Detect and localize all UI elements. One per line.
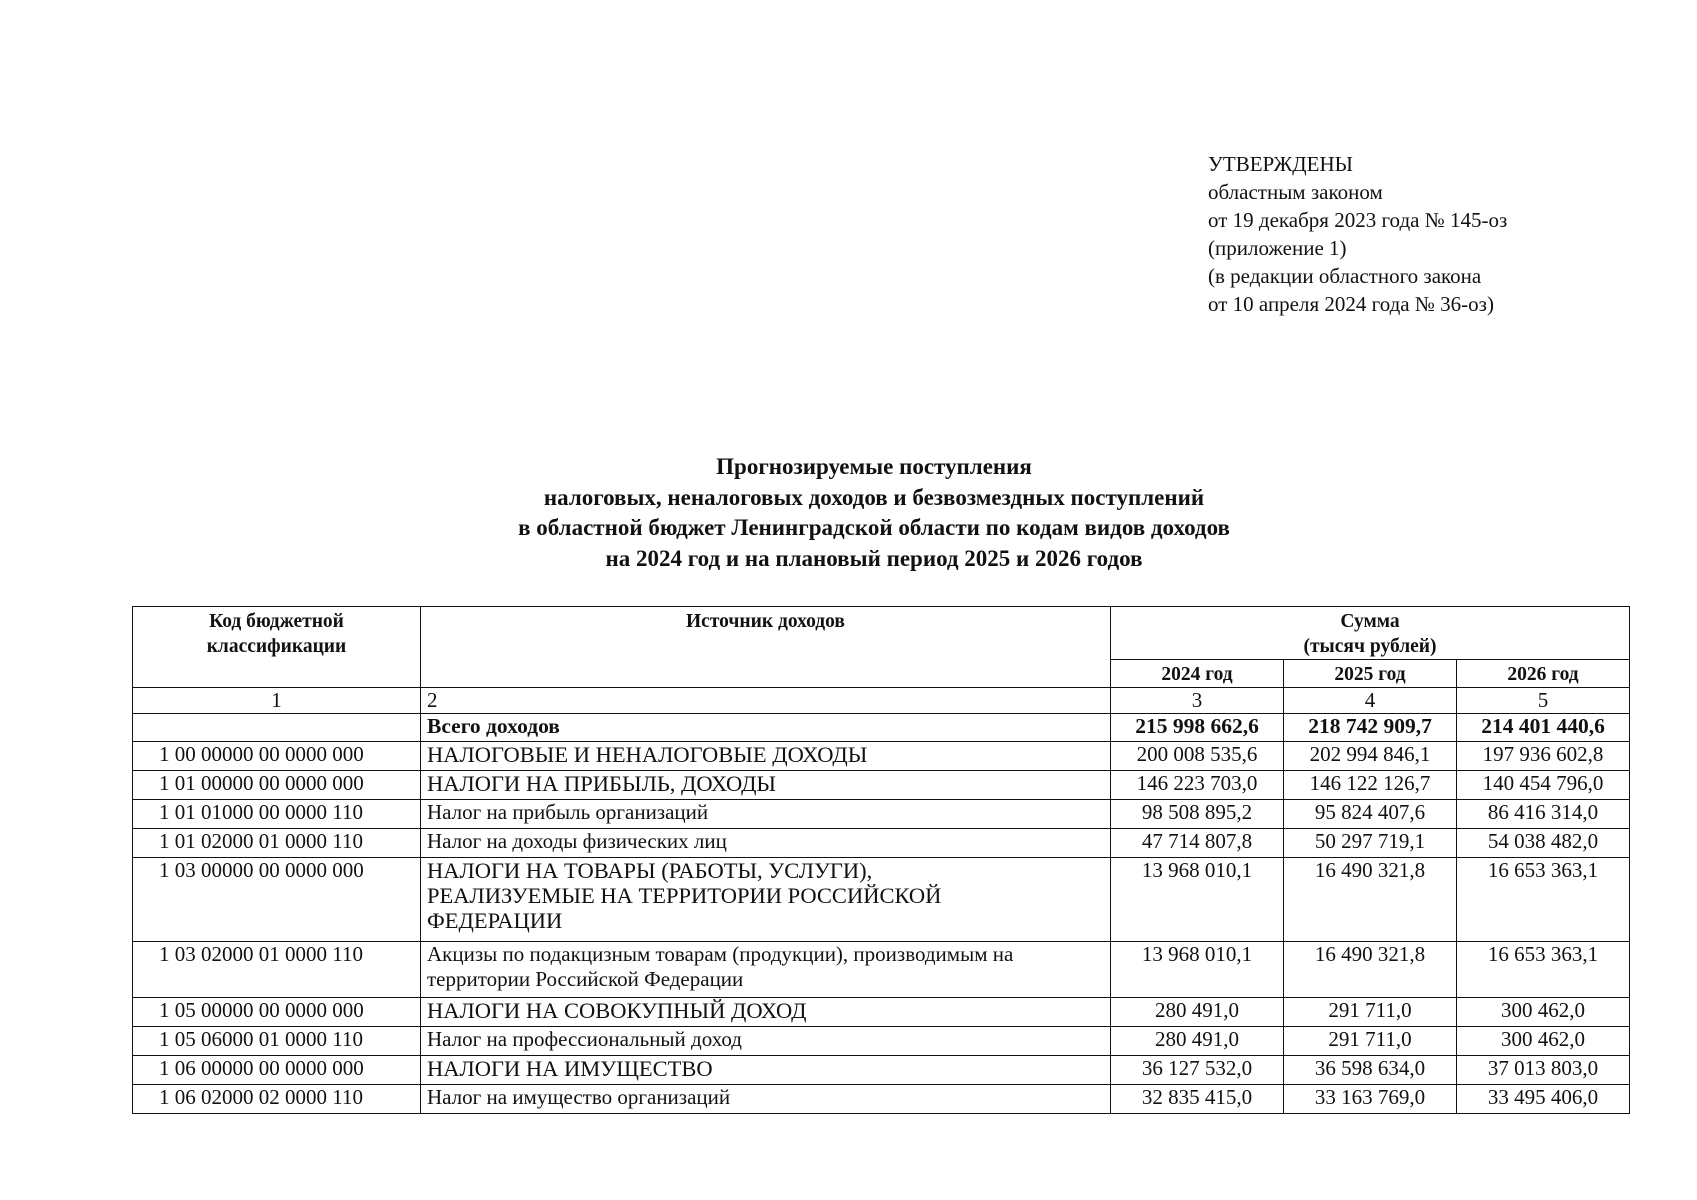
approval-line: (приложение 1) bbox=[1208, 236, 1347, 260]
approval-line: от 19 декабря 2023 года № 145-оз bbox=[1208, 208, 1508, 232]
row-code: 1 05 06000 01 0000 110 bbox=[133, 1027, 421, 1056]
row-name: Налог на имущество организаций bbox=[421, 1085, 1111, 1114]
header-source: Источник доходов bbox=[421, 607, 1111, 688]
row-name: НАЛОГИ НА ПРИБЫЛЬ, ДОХОДЫ bbox=[421, 771, 1111, 800]
approval-line: от 10 апреля 2024 года № 36-оз) bbox=[1208, 292, 1494, 316]
row-value-2025: 50 297 719,1 bbox=[1284, 829, 1457, 858]
row-value-2025: 95 824 407,6 bbox=[1284, 800, 1457, 829]
column-number: 4 bbox=[1284, 688, 1457, 714]
row-value-2026: 197 936 602,8 bbox=[1457, 742, 1630, 771]
table-row bbox=[133, 942, 1630, 998]
title-line: в областной бюджет Ленинградской области по кодам видов доходов bbox=[518, 515, 1230, 540]
revenue-table bbox=[132, 606, 1630, 1114]
row-value-2026: 37 013 803,0 bbox=[1457, 1056, 1630, 1085]
table-row bbox=[133, 829, 1630, 858]
row-name: Налог на профессиональный доход bbox=[421, 1027, 1111, 1056]
row-name: НАЛОГИ НА СОВОКУПНЫЙ ДОХОД bbox=[421, 998, 1111, 1027]
table-row bbox=[133, 998, 1630, 1027]
row-value-2024: 98 508 895,2 bbox=[1111, 800, 1284, 829]
row-value-2024: 32 835 415,0 bbox=[1111, 1085, 1284, 1114]
row-name: Налог на прибыль организаций bbox=[421, 800, 1111, 829]
row-value-2026: 300 462,0 bbox=[1457, 1027, 1630, 1056]
table-row bbox=[133, 771, 1630, 800]
row-value-2024: 13 968 010,1 bbox=[1111, 942, 1284, 998]
row-value-2026: 16 653 363,1 bbox=[1457, 942, 1630, 998]
row-value-2026: 16 653 363,1 bbox=[1457, 858, 1630, 942]
approval-line: областным законом bbox=[1208, 180, 1383, 204]
total-row bbox=[133, 714, 1630, 742]
table-row bbox=[133, 1056, 1630, 1085]
row-code: 1 01 02000 01 0000 110 bbox=[133, 829, 421, 858]
row-value-2025: 33 163 769,0 bbox=[1284, 1085, 1457, 1114]
row-value-2025: 146 122 126,7 bbox=[1284, 771, 1457, 800]
column-number: 1 bbox=[133, 688, 421, 714]
column-number-row bbox=[133, 688, 1630, 714]
row-code: 1 00 00000 00 0000 000 bbox=[133, 742, 421, 771]
approval-line: (в редакции областного закона bbox=[1208, 264, 1482, 288]
header-sum-label: Сумма bbox=[1340, 611, 1400, 632]
header-year-2025: 2025 год bbox=[1284, 660, 1457, 688]
row-value-2024: 200 008 535,6 bbox=[1111, 742, 1284, 771]
row-name: НАЛОГИ НА ТОВАРЫ (РАБОТЫ, УСЛУГИ), РЕАЛИЗУЕМЫЕ НА ТЕРРИТОРИИ РОССИЙСКОЙ ФЕДЕРАЦИИ bbox=[421, 858, 1111, 942]
row-code: 1 06 02000 02 0000 110 bbox=[133, 1085, 421, 1114]
table-row bbox=[133, 1027, 1630, 1056]
table-row bbox=[133, 742, 1630, 771]
total-value-2025: 218 742 909,7 bbox=[1284, 714, 1457, 742]
table-row bbox=[133, 800, 1630, 829]
title-line: Прогнозируемые поступления bbox=[716, 454, 1032, 479]
title-line: налоговых, неналоговых доходов и безвозмездных поступлений bbox=[543, 484, 1205, 510]
row-name: Налог на доходы физических лиц bbox=[421, 829, 1111, 858]
title-line: на 2024 год и на плановый период 2025 и 2026 годов bbox=[605, 545, 1143, 571]
row-code: 1 03 00000 00 0000 000 bbox=[133, 858, 421, 942]
approval-line: УТВЕРЖДЕНЫ bbox=[1208, 152, 1353, 176]
row-value-2024: 280 491,0 bbox=[1111, 998, 1284, 1027]
row-value-2024: 47 714 807,8 bbox=[1111, 829, 1284, 858]
row-value-2024: 13 968 010,1 bbox=[1111, 858, 1284, 942]
total-value-2024: 215 998 662,6 bbox=[1111, 714, 1284, 742]
row-name: Акцизы по подакцизным товарам (продукции), производимым на территории Российской Федерации bbox=[421, 942, 1111, 998]
header-sum-unit: (тысяч рублей) bbox=[1303, 636, 1437, 657]
column-number: 2 bbox=[421, 688, 1111, 714]
row-value-2025: 291 711,0 bbox=[1284, 998, 1457, 1027]
row-name: НАЛОГИ НА ИМУЩЕСТВО bbox=[421, 1056, 1111, 1085]
row-value-2024: 280 491,0 bbox=[1111, 1027, 1284, 1056]
row-value-2025: 36 598 634,0 bbox=[1284, 1056, 1457, 1085]
table-row bbox=[133, 858, 1630, 942]
row-code: 1 01 01000 00 0000 110 bbox=[133, 800, 421, 829]
total-label: Всего доходов bbox=[421, 714, 1111, 742]
row-code: 1 05 00000 00 0000 000 bbox=[133, 998, 421, 1027]
header-year-2024: 2024 год bbox=[1111, 660, 1284, 688]
document-title bbox=[130, 452, 1618, 574]
row-code: 1 06 00000 00 0000 000 bbox=[133, 1056, 421, 1085]
row-name: НАЛОГОВЫЕ И НЕНАЛОГОВЫЕ ДОХОДЫ bbox=[421, 742, 1111, 771]
row-code: 1 03 02000 01 0000 110 bbox=[133, 942, 421, 998]
header-code: Код бюджетной классификации bbox=[133, 607, 421, 688]
row-value-2025: 16 490 321,8 bbox=[1284, 942, 1457, 998]
total-code-cell bbox=[133, 714, 421, 742]
row-value-2026: 86 416 314,0 bbox=[1457, 800, 1630, 829]
row-code: 1 01 00000 00 0000 000 bbox=[133, 771, 421, 800]
column-number: 3 bbox=[1111, 688, 1284, 714]
header-sum bbox=[1111, 607, 1630, 660]
row-value-2025: 202 994 846,1 bbox=[1284, 742, 1457, 771]
approval-stamp bbox=[1208, 150, 1507, 318]
row-value-2026: 300 462,0 bbox=[1457, 998, 1630, 1027]
row-value-2026: 33 495 406,0 bbox=[1457, 1085, 1630, 1114]
total-value-2026: 214 401 440,6 bbox=[1457, 714, 1630, 742]
row-value-2024: 36 127 532,0 bbox=[1111, 1056, 1284, 1085]
header-year-2026: 2026 год bbox=[1457, 660, 1630, 688]
row-value-2025: 16 490 321,8 bbox=[1284, 858, 1457, 942]
row-value-2024: 146 223 703,0 bbox=[1111, 771, 1284, 800]
row-value-2026: 140 454 796,0 bbox=[1457, 771, 1630, 800]
row-value-2025: 291 711,0 bbox=[1284, 1027, 1457, 1056]
table-row bbox=[133, 1085, 1630, 1114]
row-value-2026: 54 038 482,0 bbox=[1457, 829, 1630, 858]
column-number: 5 bbox=[1457, 688, 1630, 714]
